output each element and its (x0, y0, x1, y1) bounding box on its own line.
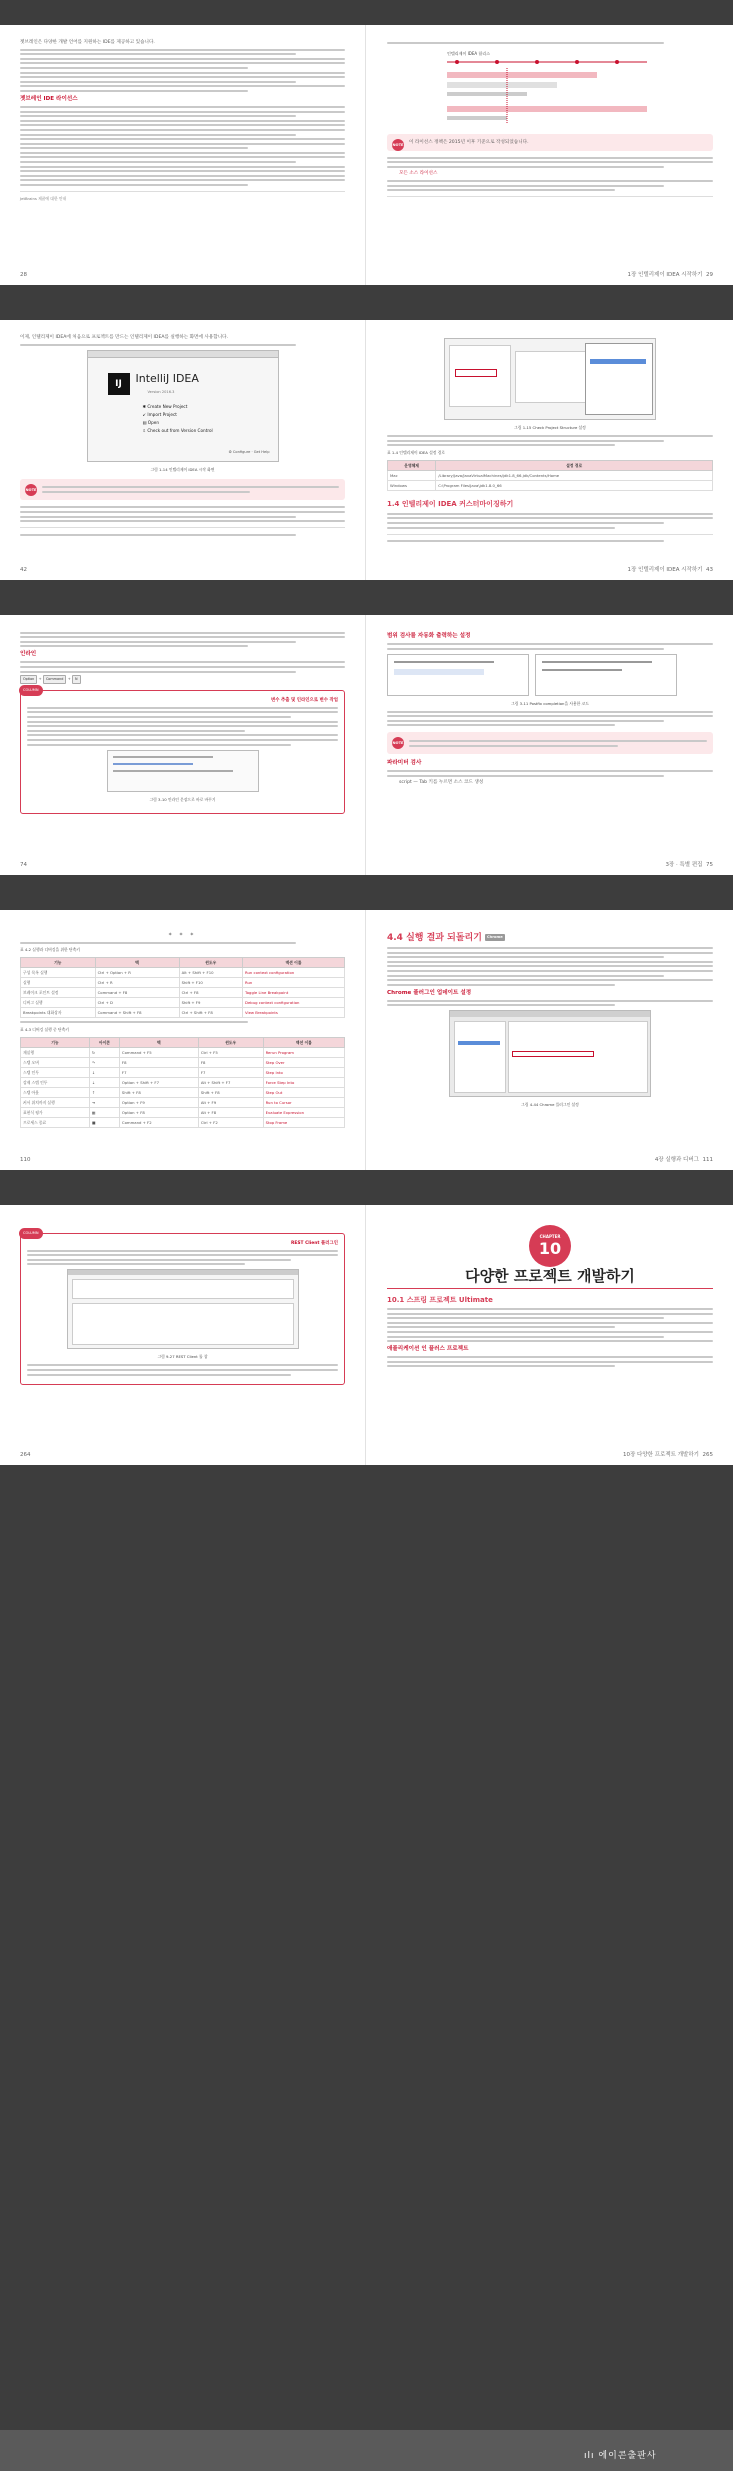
inline-screenshot (107, 750, 259, 792)
figure-caption: 그림 1-14 인텔리제이 IDEA 시작 화면 (150, 466, 215, 472)
table-row: 브레이크 포인트 설정 Command + F8 Ctrl + F8 Toggle Line Breakpoint (21, 988, 345, 998)
page-right (367, 320, 733, 580)
table-row: 표현식 평가 ▦ Option + F8 Alt + F8 Evaluate Expression (21, 1107, 345, 1117)
page-number: 29 (706, 272, 713, 278)
page-left: 인라인 Option + Command + N COLUMN 변수 추출 및 인라인으로 변수 작업 그림 3-10 인라인 문장으로 바로 바꾸기 74 (0, 615, 366, 875)
page-footer: 4장 실행과 디버그 (654, 1157, 699, 1163)
footnote (387, 196, 713, 207)
page-right (367, 25, 733, 285)
column-badge: COLUMN (19, 1228, 43, 1239)
section-badge: Chrome (487, 935, 503, 939)
import-project-link[interactable]: ↙ Import Project (142, 411, 177, 417)
table-caption: 표 4-3 디버깅 실행 중 단축키 (20, 1026, 69, 1032)
bullet-item: script — Tab 키를 누르면 소스 코드 생성 (399, 780, 484, 786)
page-footer: 10장 다양한 프로젝트 개발하기 (622, 1452, 699, 1458)
table-row: 스텝 아웃 ↑ Shift + F8 Shift + F8 Step Out (21, 1087, 345, 1097)
footnote (20, 527, 345, 536)
table-caption: 표 4-2 실행과 디버깅을 위한 단축키 (20, 947, 80, 953)
tip-title: REST Client 플러그인 (291, 1241, 338, 1246)
footnote: JetBrains 제품에 대한 안내 (20, 191, 345, 202)
intellij-logo-icon: IJ (108, 373, 130, 395)
page-number: 111 (702, 1157, 713, 1163)
figure-caption: 그림 9-27 REST Client 툴 창 (157, 1354, 208, 1360)
figure-caption: 그림 3-11 Postfix completion을 사용한 코드 (511, 700, 589, 706)
page-left (0, 320, 366, 580)
table-row: 스텝 오버 ↷ F8 F8 Step Over (21, 1057, 345, 1067)
table-row: 디버그 실행 Ctrl + D Shift + F9 Debug context configuration (21, 998, 345, 1008)
page-right (367, 910, 733, 1170)
table-row: 스텝 인투 ↓ F7 F7 Step Into (21, 1067, 345, 1077)
spread-2 (0, 320, 733, 580)
welcome-screenshot: IJ IntelliJ IDEA Version 2016.3 ✱ Create New Project ↙ Import Project ▤ Open ⇩ Check out from Version Control ⚙ Configure · Get Help (87, 350, 279, 462)
publisher-logo: ılı 에이콘출판사 (584, 2451, 657, 2461)
settings-path-table: 운영체제 설정 경로 Mac /Library/Java/JavaVirtualMachines/jdk1.8_66.jdk/Contents/Home Windows C:\Program Files\Java\jdk1.8.0_66 (387, 460, 713, 491)
figure-caption: 그림 1-15 Check Project Structure 설정 (514, 425, 586, 430)
section-heading: 인라인 (20, 651, 37, 658)
column-badge: COLUMN (19, 685, 43, 696)
table-caption: 표 1-4 인텔리제이 IDEA 설정 경로 (387, 449, 445, 455)
footnote (387, 534, 713, 543)
section-divider: * * * (168, 932, 197, 939)
chrome-settings-screenshot (449, 1010, 651, 1097)
table-row: 프로세스 종료 ■ Command + F2 Ctrl + F2 Stop Frame (21, 1117, 345, 1127)
table-row: Mac /Library/Java/JavaVirtualMachines/jdk1.8_66.jdk/Contents/Home (388, 470, 713, 480)
timeline-label: 인텔리제이 IDEA 릴리스 (447, 50, 490, 56)
info-note: NOTE (387, 732, 713, 754)
page-number: 74 (20, 862, 27, 868)
table-row: 재실행 ↻ Command + F5 Ctrl + F5 Rerun Program (21, 1047, 345, 1057)
section-heading: 1.4 인텔리제이 IDEA 커스터마이징하기 (387, 499, 514, 508)
spread-3 (0, 615, 733, 875)
debug-shortcuts-table: 기능 아이콘 맥 윈도우 액션 이름 재실행 ↻ Command + F5 Ctrl + F5 Rerun Program 스텝 오버 ↷ F8 F8 Step Over 스텝 인투 ↓ F7 F7 Step Into 강제 스텝 인투 ⇣ Option + Shift + F7 Alt + Shift + F7 Force Step Into 스텝 아웃 ↑ Shift + F8 Shift + F8 Step Out 커서 위치까지 실행 ⇥ Option + F9 Alt + F9 Run to Cursor 표현식 평가 ▦ Option + F8 Alt + F8 Evaluate Expression 프로세스 종료 ■ Command + F2 Ctrl + F2 Stop Frame (20, 1037, 345, 1128)
page-left (0, 910, 366, 1170)
create-project-link[interactable]: ✱ Create New Project (142, 403, 188, 409)
splash-version: Version 2016.3 (147, 389, 175, 394)
section-heading: 범위 검사를 자동화 출력하는 설정 (387, 633, 471, 639)
page-number: 43 (706, 567, 713, 573)
postfix-screenshots (387, 654, 713, 696)
figure-caption: 그림 4-44 Chrome 플러그인 설정 (521, 1102, 579, 1108)
tip-box (20, 690, 345, 813)
page-number: 75 (706, 862, 713, 868)
page-number: 42 (20, 567, 27, 573)
rest-client-screenshot (67, 1269, 299, 1349)
table-row: 구성 목록 실행 Ctrl + Option + R Alt + Shift + F10 Run context configuration (21, 968, 345, 978)
tip-box (20, 1233, 345, 1385)
page-footer: 3장 · 특별 편집 (665, 862, 703, 868)
open-link[interactable]: ▤ Open (142, 419, 159, 425)
release-timeline (387, 48, 713, 128)
figure-caption: 그림 3-10 인라인 문장으로 바로 바꾸기 (149, 796, 216, 802)
paragraph: 젯브레인은 다양한 개발 언어를 지원하는 IDE를 제공하고 있습니다. (20, 40, 155, 45)
chapter-title: 다양한 프로젝트 개발하기 (465, 1267, 635, 1285)
section-heading: 4.4 실행 결과 되돌리기 Chrome (387, 933, 503, 943)
chapter-badge: CHAPTER 10 (529, 1225, 571, 1267)
section-heading: 10.1 스프링 프로젝트 Ultimate (387, 1296, 493, 1304)
tip-title: 변수 추출 및 인라인으로 변수 작업 (270, 698, 338, 704)
page-left (0, 25, 366, 285)
page-number: 110 (20, 1157, 31, 1163)
paragraph: 이제, 인텔리제이 IDEA에 처음으로 프로젝트를 만드는 인텔리제이 IDEA를 실행하는 화면에 사용합니다. (20, 335, 229, 340)
table-row: Windows C:\Program Files\Java\jdk1.8.0_66 (388, 480, 713, 490)
run-shortcuts-table: 기능 맥 윈도우 액션 이름 구성 목록 실행 Ctrl + Option + R Alt + Shift + F10 Run context configuration 실행 Ctrl + R Shift + F10 Run 브레이크 포인트 설정 Command + F8 Ctrl + F8 Toggle Line Breakpoint 디버그 실행 Ctrl + D Shift + F9 Debug context configuration Breakpoints 대화상자 Command + Shift + F8 Ctrl + Shift + F8 View Breakpoints (20, 957, 345, 1018)
table-row: Breakpoints 대화상자 Command + Shift + F8 Ctrl + Shift + F8 View Breakpoints (21, 1008, 345, 1018)
section-badge: Ultimate (458, 1296, 493, 1304)
spread-5 (0, 1205, 733, 1465)
project-structure-screenshot (444, 338, 656, 420)
get-help-menu[interactable]: Get Help (253, 449, 270, 454)
page-number: 28 (20, 272, 27, 278)
configure-menu[interactable]: ⚙ Configure (228, 449, 251, 454)
section-heading: 파라미터 검사 (387, 760, 422, 767)
table-row: 실행 Ctrl + R Shift + F10 Run (21, 978, 345, 988)
page-number: 264 (20, 1452, 31, 1458)
spread-1 (0, 25, 733, 285)
table-row: 강제 스텝 인투 ⇣ Option + Shift + F7 Alt + Shift + F7 Force Step Into (21, 1077, 345, 1087)
checkout-link[interactable]: ⇩ Check out from Version Control (142, 427, 213, 433)
page-footer: 1장 인텔리제이 IDEA 시작하기 (627, 272, 703, 278)
table-row: 커서 위치까지 실행 ⇥ Option + F9 Alt + F9 Run to Cursor (21, 1097, 345, 1107)
page-right (367, 615, 733, 875)
bullet-item: 모든 소스 라이선스 (399, 171, 438, 177)
page-right (367, 1205, 733, 1465)
subsection-heading: Chrome 플러그인 업데이트 설정 (387, 989, 472, 996)
page-footer: 1장 인텔리제이 IDEA 시작하기 (627, 567, 703, 573)
info-note: NOTE 이 라이선스 정책은 2015년 이후 기준으로 작성되었습니다. (387, 134, 713, 151)
section-heading: 젯브레인 IDE 라이선스 (20, 95, 78, 102)
subsection-heading: 애플리케이션 인 플러스 프로젝트 (387, 1346, 469, 1353)
splash-title: IntelliJ IDEA (135, 371, 199, 385)
info-note: NOTE (20, 479, 345, 501)
page-left (0, 1205, 366, 1465)
spread-4 (0, 910, 733, 1170)
page-number: 265 (702, 1452, 713, 1458)
